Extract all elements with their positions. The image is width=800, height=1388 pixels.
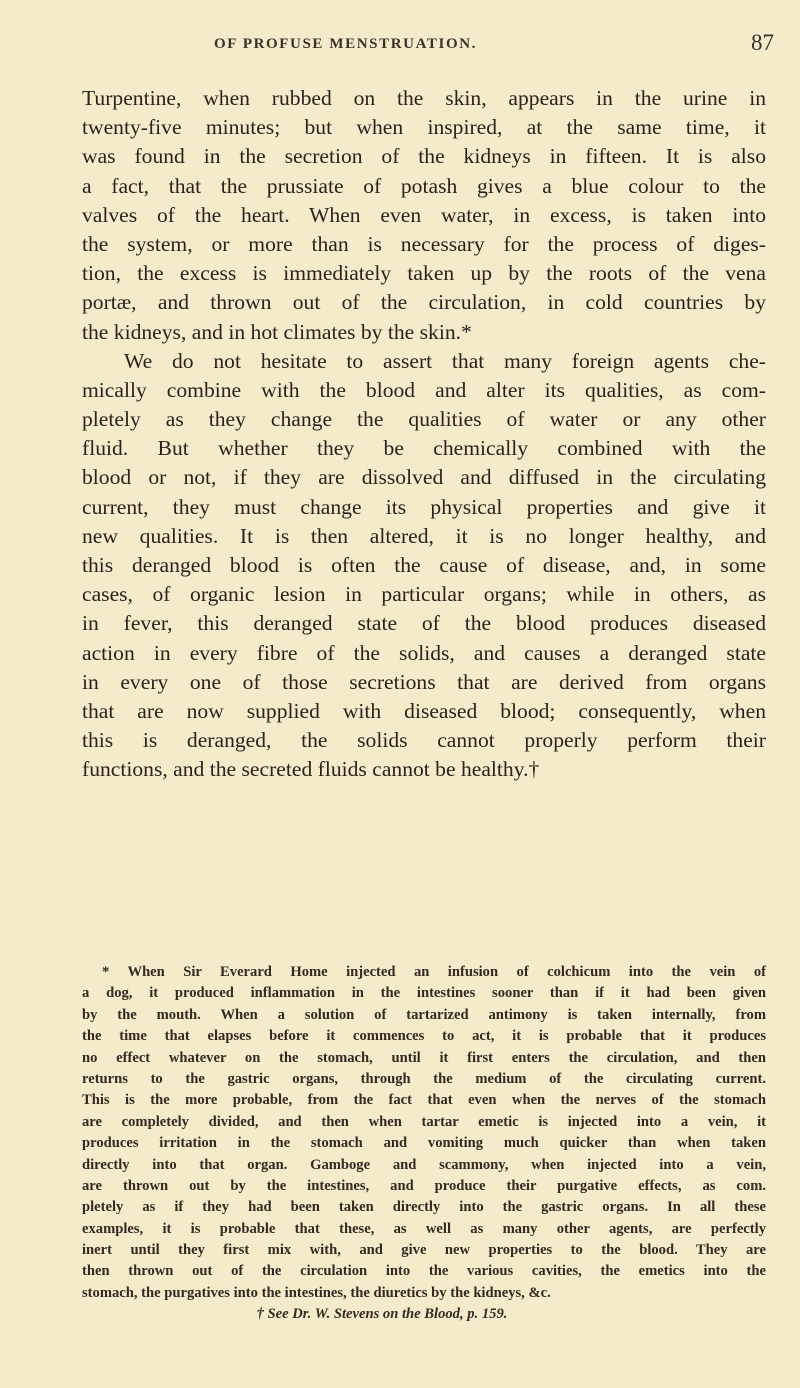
- text-line: functions, and the secreted fluids cannot be healthy.†: [82, 757, 540, 782]
- footnote-line: returns to the gastric organs, through the medium of the circulating current.: [82, 1070, 766, 1087]
- text-line: a fact, that the prussiate of potash gives a blue colour to the: [82, 173, 766, 198]
- page-header: [214, 30, 774, 58]
- text-line: the kidneys, and in hot climates by the skin.*: [82, 319, 472, 344]
- text-line: We do not hesitate to assert that many foreign agents che-: [124, 348, 766, 373]
- text-line: mically combine with the blood and alter its qualities, as com-: [82, 377, 766, 402]
- footnotes: [82, 962, 766, 1326]
- footnote-line: produces irritation in the stomach and vomiting much quicker than when taken: [82, 1135, 766, 1152]
- footnote-line: inert until they first mix with, and give new properties to the blood. They are: [82, 1242, 766, 1259]
- text-line: in fever, this deranged state of the blood produces diseased: [82, 611, 766, 636]
- text-line: the system, or more than is necessary for the process of diges-: [82, 231, 766, 256]
- text-line: valves of the heart. When even water, in excess, is taken into: [82, 202, 766, 227]
- footnote-line: by the mouth. When a solution of tartarized antimony is taken internally, from: [82, 1006, 766, 1023]
- footnote-reference: † See Dr. W. Stevens on the Blood, p. 159.: [256, 1306, 508, 1323]
- footnote-line: are completely divided, and then when tartar emetic is injected into a vein, it: [82, 1113, 766, 1130]
- text-line: new qualities. It is then altered, it is no longer healthy, and: [82, 523, 766, 548]
- footnote-line: This is the more probable, from the fact that even when the nerves of the stomach: [82, 1092, 766, 1109]
- running-head: OF PROFUSE MENSTRUATION.: [214, 36, 477, 52]
- text-line: was found in the secretion of the kidneys in fifteen. It is also: [82, 144, 766, 169]
- text-line: this deranged blood is often the cause of disease, and, in some: [82, 553, 766, 577]
- footnote-line: the time that elapses before it commences to act, it is probable that it produces: [82, 1028, 766, 1045]
- text-line: this is deranged, the solids cannot properly perform their: [82, 728, 766, 753]
- text-line: action in every fibre of the solids, and causes a deranged state: [82, 640, 766, 665]
- main-text: [82, 84, 766, 785]
- text-line: Turpentine, when rubbed on the skin, appears in the urine in: [82, 86, 766, 110]
- footnote-line: stomach, the purgatives into the intestines, the diuretics by the kidneys, &c.: [82, 1284, 551, 1301]
- text-line: that are now supplied with diseased blood; consequently, when: [82, 698, 766, 723]
- text-line: current, they must change its physical properties and give it: [82, 494, 766, 519]
- page-number: 87: [751, 30, 774, 55]
- footnote-line: are thrown out by the intestines, and produce their purgative effects, as com.: [82, 1177, 766, 1194]
- text-line: in every one of those secretions that are derived from organs: [82, 669, 766, 694]
- footnote-line: pletely as if they had been taken directly into the gastric organs. In all these: [82, 1199, 766, 1216]
- text-line: fluid. But whether they be chemically combined with the: [82, 436, 766, 461]
- footnote-line: examples, it is probable that these, as well as many other agents, are perfectly: [82, 1220, 766, 1237]
- text-line: pletely as they change the qualities of water or any other: [82, 407, 766, 432]
- text-line: cases, of organic lesion in particular organs; while in others, as: [82, 582, 766, 607]
- text-line: portæ, and thrown out of the circulation, in cold countries by: [82, 290, 766, 315]
- footnote-line: no effect whatever on the stomach, until it first enters the circulation, and then: [82, 1049, 766, 1066]
- text-line: blood or not, if they are dissolved and diffused in the circulating: [82, 465, 766, 490]
- text-line: twenty-five minutes; but when inspired, at the same time, it: [82, 115, 766, 140]
- footnote-line: a dog, it produced inflammation in the intestines sooner than if it had been given: [82, 985, 766, 1002]
- footnote-line: then thrown out of the circulation into the various cavities, the emetics into the: [82, 1263, 766, 1280]
- footnote-line: directly into that organ. Gamboge and scammony, when injected into a vein,: [82, 1156, 766, 1173]
- footnote-line: * When Sir Everard Home injected an infusion of colchicum into the vein of: [102, 964, 766, 980]
- text-line: tion, the excess is immediately taken up by the roots of the vena: [82, 261, 766, 286]
